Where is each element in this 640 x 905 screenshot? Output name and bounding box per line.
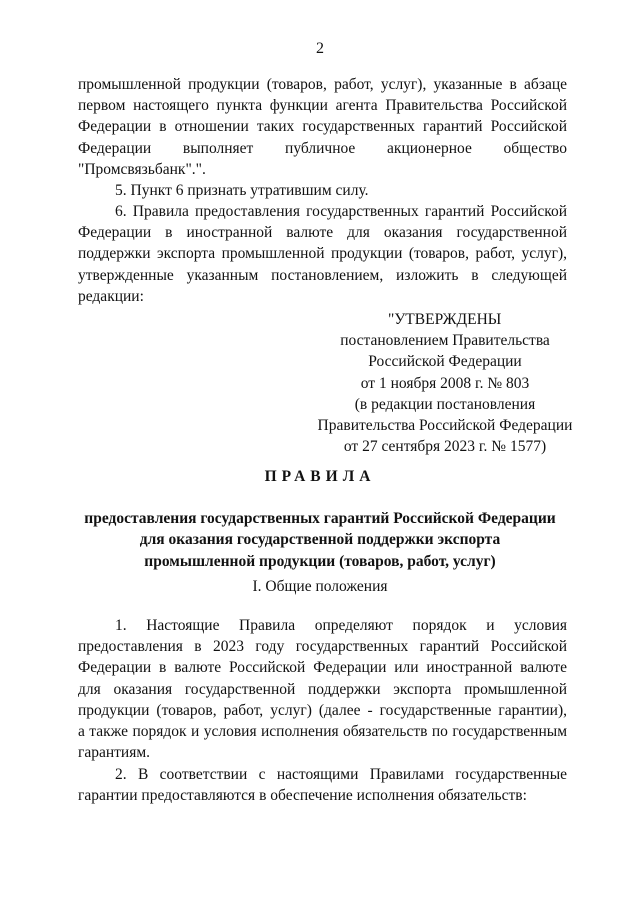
text-line: 6. Правила предоставления государственных гарантий Российской: [115, 203, 567, 220]
text-line: утвержденные указанным постановлением, изложить в следующей: [78, 266, 567, 284]
approval-line: постановлением Правительства: [340, 332, 550, 350]
text-line: 2. В соответствии с настоящими Правилами государственные: [115, 766, 567, 783]
text-line: "Промсвязьбанк".".: [78, 160, 206, 178]
approval-line: (в редакции постановления: [354, 395, 536, 413]
approval-heading: "УТВЕРЖДЕНЫ: [388, 311, 502, 328]
approval-line: от 27 сентября 2023 г. № 1577): [343, 438, 547, 456]
clause-1-paragraph: [78, 615, 567, 763]
text-line: 1. Настоящие Правила определяют порядок и условия: [115, 617, 567, 634]
text-line: первом настоящего пункта функции агента Правительства Российской: [78, 97, 567, 115]
text-line: продукции (товаров, работ, услуг) (далее - государственные гарантии),: [78, 701, 567, 719]
text-line: предоставления в 2023 году государственных гарантий Российской: [78, 638, 567, 656]
text-line: гарантиям.: [78, 744, 151, 762]
clause-2-paragraph: [78, 764, 567, 806]
text-line: Федерации в валюте Российской Федерации или иностранной валюте: [78, 659, 567, 677]
approval-line: Правительства Российской Федерации: [317, 417, 573, 435]
text-line: поддержки экспорта промышленной продукции (товаров, работ, услуг),: [78, 245, 567, 263]
text-line: Федерации выполняет публичное акционерное общество: [78, 139, 567, 157]
text-line: Федерации в иностранной валюте для оказания государственной: [78, 224, 567, 242]
rules-subtitle-line: предоставления государственных гарантий Российской Федерации: [84, 510, 556, 528]
text-line: гарантии предоставляются в обеспечение исполнения обязательств:: [78, 787, 527, 805]
rules-title-block: [0, 466, 640, 572]
text-line: промышленной продукции (товаров, работ, услуг), указанные в абзаце: [78, 76, 567, 93]
text-line: а также порядок и условия исполнения обязательств по государственным: [78, 723, 567, 741]
rules-subtitle-line: для оказания государственной поддержки экспорта: [139, 531, 501, 549]
text-line: для оказания государственной поддержки экспорта промышленной: [78, 680, 567, 698]
item-6-paragraph: [78, 201, 567, 307]
approval-line: от 1 ноября 2008 г. № 803: [360, 374, 530, 392]
text-line: Федерации в отношении таких государственных гарантий Российской: [78, 118, 567, 136]
approval-line: Российской Федерации: [368, 353, 522, 371]
item-5-paragraph: [78, 180, 567, 201]
top-paragraph: [78, 74, 567, 180]
section-1-title: I. Общие положения: [252, 578, 388, 595]
page-number: 2: [316, 40, 324, 57]
rules-subtitle-line: промышленной продукции (товаров, работ, услуг): [144, 552, 496, 570]
approval-block: [290, 309, 600, 457]
rules-title: ПРАВИЛА: [264, 468, 376, 485]
text-line: 5. Пункт 6 признать утратившим силу.: [115, 182, 369, 199]
text-line: редакции:: [78, 287, 144, 305]
